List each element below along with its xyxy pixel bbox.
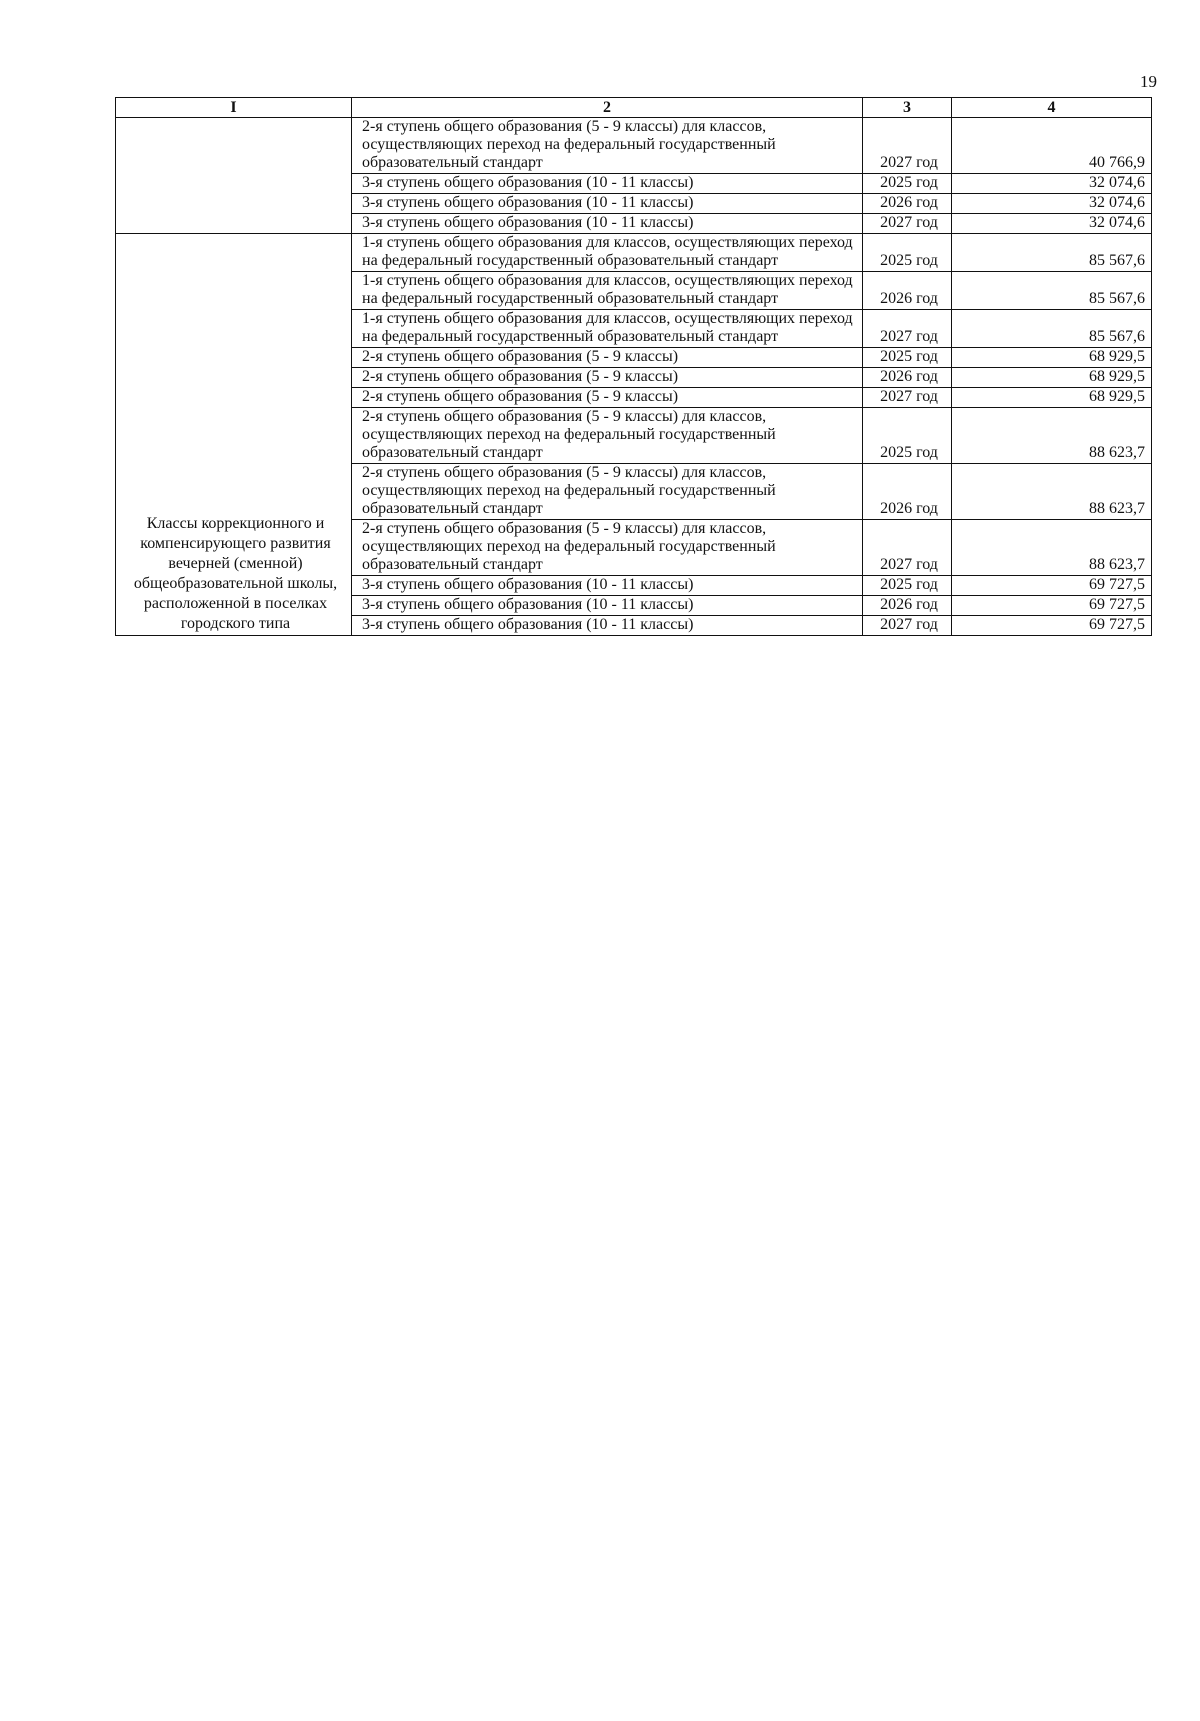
level-description: 1-я ступень общего образования для классов, осуществляющих переход на федеральный государственный образовательный стандарт <box>352 272 863 310</box>
level-description: 3-я ступень общего образования (10 - 11 классы) <box>352 616 863 636</box>
level-description: 2-я ступень общего образования (5 - 9 классы) для классов, осуществляющих переход на федеральный государственный образовательный стандарт <box>352 118 863 174</box>
level-description: 1-я ступень общего образования для классов, осуществляющих переход на федеральный государственный образовательный стандарт <box>352 310 863 348</box>
level-description: 2-я ступень общего образования (5 - 9 классы) <box>352 348 863 368</box>
level-description: 2-я ступень общего образования (5 - 9 классы) для классов, осуществляющих переход на федеральный государственный образовательный стандарт <box>352 408 863 464</box>
year-cell: 2027 год <box>863 214 952 234</box>
year-cell: 2025 год <box>863 348 952 368</box>
level-description: 3-я ступень общего образования (10 - 11 классы) <box>352 596 863 616</box>
year-cell: 2026 год <box>863 464 952 520</box>
category-cell-empty <box>116 118 352 234</box>
level-description: 3-я ступень общего образования (10 - 11 классы) <box>352 214 863 234</box>
header-col-4: 4 <box>952 98 1152 118</box>
amount-cell: 68 929,5 <box>952 368 1152 388</box>
amount-cell: 40 766,9 <box>952 118 1152 174</box>
amount-cell: 88 623,7 <box>952 408 1152 464</box>
year-cell: 2026 год <box>863 368 952 388</box>
year-cell: 2025 год <box>863 576 952 596</box>
amount-cell: 69 727,5 <box>952 596 1152 616</box>
level-description: 2-я ступень общего образования (5 - 9 классы) для классов, осуществляющих переход на федеральный государственный образовательный стандарт <box>352 464 863 520</box>
table-row <box>116 234 1152 272</box>
amount-cell: 69 727,5 <box>952 616 1152 636</box>
level-description: 2-я ступень общего образования (5 - 9 классы) <box>352 368 863 388</box>
header-col-2: 2 <box>352 98 863 118</box>
year-cell: 2027 год <box>863 616 952 636</box>
amount-cell: 32 074,6 <box>952 174 1152 194</box>
amount-cell: 88 623,7 <box>952 464 1152 520</box>
year-cell: 2026 год <box>863 272 952 310</box>
year-cell: 2026 год <box>863 596 952 616</box>
year-cell: 2027 год <box>863 118 952 174</box>
amount-cell: 68 929,5 <box>952 388 1152 408</box>
year-cell: 2025 год <box>863 408 952 464</box>
level-description: 3-я ступень общего образования (10 - 11 классы) <box>352 194 863 214</box>
year-cell: 2027 год <box>863 520 952 576</box>
year-cell: 2026 год <box>863 194 952 214</box>
year-cell: 2027 год <box>863 388 952 408</box>
page-number: 19 <box>1140 72 1157 91</box>
amount-cell: 85 567,6 <box>952 310 1152 348</box>
category-cell: Классы коррекционного и компенсирующего развития вечерней (сменной) общеобразовательной школы, расположенной в поселках городского типа <box>116 234 352 636</box>
year-cell: 2027 год <box>863 310 952 348</box>
level-description: 2-я ступень общего образования (5 - 9 классы) <box>352 388 863 408</box>
header-col-1: I <box>116 98 352 118</box>
cost-table <box>115 97 1152 636</box>
amount-cell: 32 074,6 <box>952 214 1152 234</box>
amount-cell: 85 567,6 <box>952 234 1152 272</box>
level-description: 1-я ступень общего образования для классов, осуществляющих переход на федеральный государственный образовательный стандарт <box>352 234 863 272</box>
level-description: 3-я ступень общего образования (10 - 11 классы) <box>352 174 863 194</box>
amount-cell: 69 727,5 <box>952 576 1152 596</box>
year-cell: 2025 год <box>863 174 952 194</box>
table-row <box>116 118 1152 174</box>
amount-cell: 68 929,5 <box>952 348 1152 368</box>
amount-cell: 88 623,7 <box>952 520 1152 576</box>
level-description: 2-я ступень общего образования (5 - 9 классы) для классов, осуществляющих переход на федеральный государственный образовательный стандарт <box>352 520 863 576</box>
level-description: 3-я ступень общего образования (10 - 11 классы) <box>352 576 863 596</box>
header-row <box>116 98 1152 118</box>
amount-cell: 32 074,6 <box>952 194 1152 214</box>
header-col-3: 3 <box>863 98 952 118</box>
amount-cell: 85 567,6 <box>952 272 1152 310</box>
year-cell: 2025 год <box>863 234 952 272</box>
